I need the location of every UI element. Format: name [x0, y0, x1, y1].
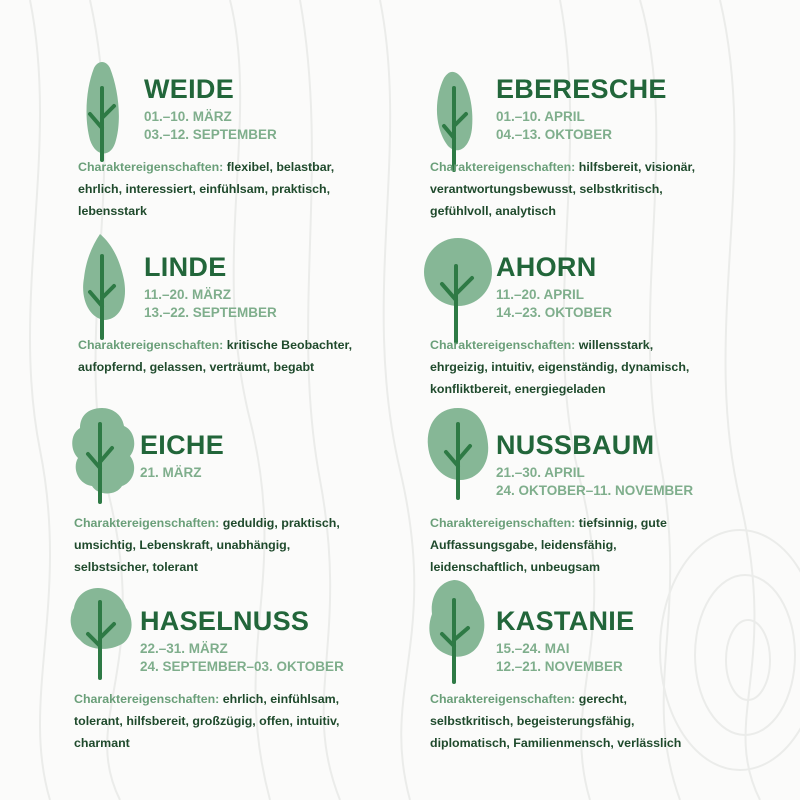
eberesche-tree-icon	[424, 48, 494, 173]
date-list	[140, 464, 202, 482]
date-range: 03.–12. SEPTEMBER	[144, 127, 277, 142]
characteristics-text	[430, 688, 712, 754]
date-list	[496, 108, 612, 144]
date-range: 21.–30. APRIL	[496, 465, 585, 480]
tree-entry-eberesche	[424, 48, 764, 248]
tree-title: EICHE	[140, 430, 225, 460]
date-list	[140, 640, 344, 676]
date-range: 21. MÄRZ	[140, 465, 202, 480]
date-range: 11.–20. APRIL	[496, 287, 585, 302]
characteristics-values: willensstark, ehrgeizig, intuitiv, eigenständig, dynamisch, konfliktbereit, energiegeladen	[430, 338, 690, 396]
tree-title: WEIDE	[144, 74, 235, 104]
tree-title: LINDE	[144, 252, 227, 282]
characteristics-text	[430, 512, 712, 578]
tree-title: NUSSBAUM	[496, 430, 655, 460]
tree-entry-kastanie	[424, 580, 764, 780]
characteristics-label: Charaktereigenschaften:	[74, 692, 223, 706]
tree-entry-weide	[72, 48, 412, 248]
kastanie-tree-icon	[424, 580, 494, 705]
date-range: 24. SEPTEMBER–03. OKTOBER	[140, 659, 344, 674]
date-list	[144, 286, 277, 322]
date-list	[496, 640, 623, 676]
characteristics-label: Charaktereigenschaften:	[430, 692, 579, 706]
date-range: 24. OKTOBER–11. NOVEMBER	[496, 483, 694, 498]
characteristics-label: Charaktereigenschaften:	[430, 160, 579, 174]
date-list	[496, 464, 693, 500]
characteristics-values: ehrlich, einfühlsam, tolerant, hilfsbereit, großzügig, offen, intuitiv, charmant	[74, 692, 340, 750]
eiche-tree-icon	[68, 404, 138, 529]
tree-title: EBERESCHE	[496, 74, 667, 104]
characteristics-values: tiefsinnig, gute Auffassungsgabe, leidensfähig, leidenschaftlich, unbeugsam	[430, 516, 667, 574]
characteristics-label: Charaktereigenschaften:	[74, 516, 223, 530]
date-range: 01.–10. APRIL	[496, 109, 585, 124]
tree-entry-haselnuss	[68, 580, 408, 780]
date-range: 01.–10. MÄRZ	[144, 109, 232, 124]
characteristics-label: Charaktereigenschaften:	[78, 160, 227, 174]
tree-title: KASTANIE	[496, 606, 635, 636]
characteristics-values: gerecht, selbstkritisch, begeisterungsfähig, diplomatisch, Familienmensch, verlässlich	[430, 692, 682, 750]
tree-title: HASELNUSS	[140, 606, 310, 636]
characteristics-label: Charaktereigenschaften:	[430, 338, 579, 352]
nussbaum-tree-icon	[424, 404, 494, 529]
haselnuss-tree-icon	[68, 580, 138, 705]
tree-entry-eiche	[68, 404, 408, 604]
date-list	[144, 108, 277, 144]
tree-entry-linde	[72, 226, 412, 426]
characteristics-text	[78, 334, 360, 378]
ahorn-tree-icon	[424, 226, 494, 351]
date-range: 04.–13. OKTOBER	[496, 127, 613, 142]
tree-entry-nussbaum	[424, 404, 764, 604]
characteristics-text	[74, 688, 356, 754]
characteristics-text	[430, 334, 712, 400]
tree-entry-ahorn	[424, 226, 764, 426]
characteristics-values: hilfsbereit, visionär, verantwortungsbewusst, selbstkritisch, gefühlvoll, analytisch	[430, 160, 696, 218]
date-list	[496, 286, 612, 322]
characteristics-label: Charaktereigenschaften:	[430, 516, 579, 530]
characteristics-values: flexibel, belastbar, ehrlich, interessiert, einfühlsam, praktisch, lebensstark	[78, 160, 335, 218]
date-range: 22.–31. MÄRZ	[140, 641, 228, 656]
linde-tree-icon	[72, 226, 142, 351]
characteristics-values: kritische Beobachter, aufopfernd, gelassen, verträumt, begabt	[78, 338, 353, 374]
characteristics-values: geduldig, praktisch, umsichtig, Lebenskraft, unabhängig, selbstsicher, tolerant	[74, 516, 340, 574]
weide-tree-icon	[72, 48, 142, 173]
date-range: 13.–22. SEPTEMBER	[144, 305, 277, 320]
characteristics-text	[430, 156, 712, 222]
date-range: 11.–20. MÄRZ	[144, 287, 232, 302]
characteristics-text	[74, 512, 356, 578]
date-range: 12.–21. NOVEMBER	[496, 659, 623, 674]
date-range: 14.–23. OKTOBER	[496, 305, 613, 320]
tree-title: AHORN	[496, 252, 597, 282]
date-range: 15.–24. MAI	[496, 641, 570, 656]
characteristics-text	[78, 156, 360, 222]
characteristics-label: Charaktereigenschaften:	[78, 338, 227, 352]
